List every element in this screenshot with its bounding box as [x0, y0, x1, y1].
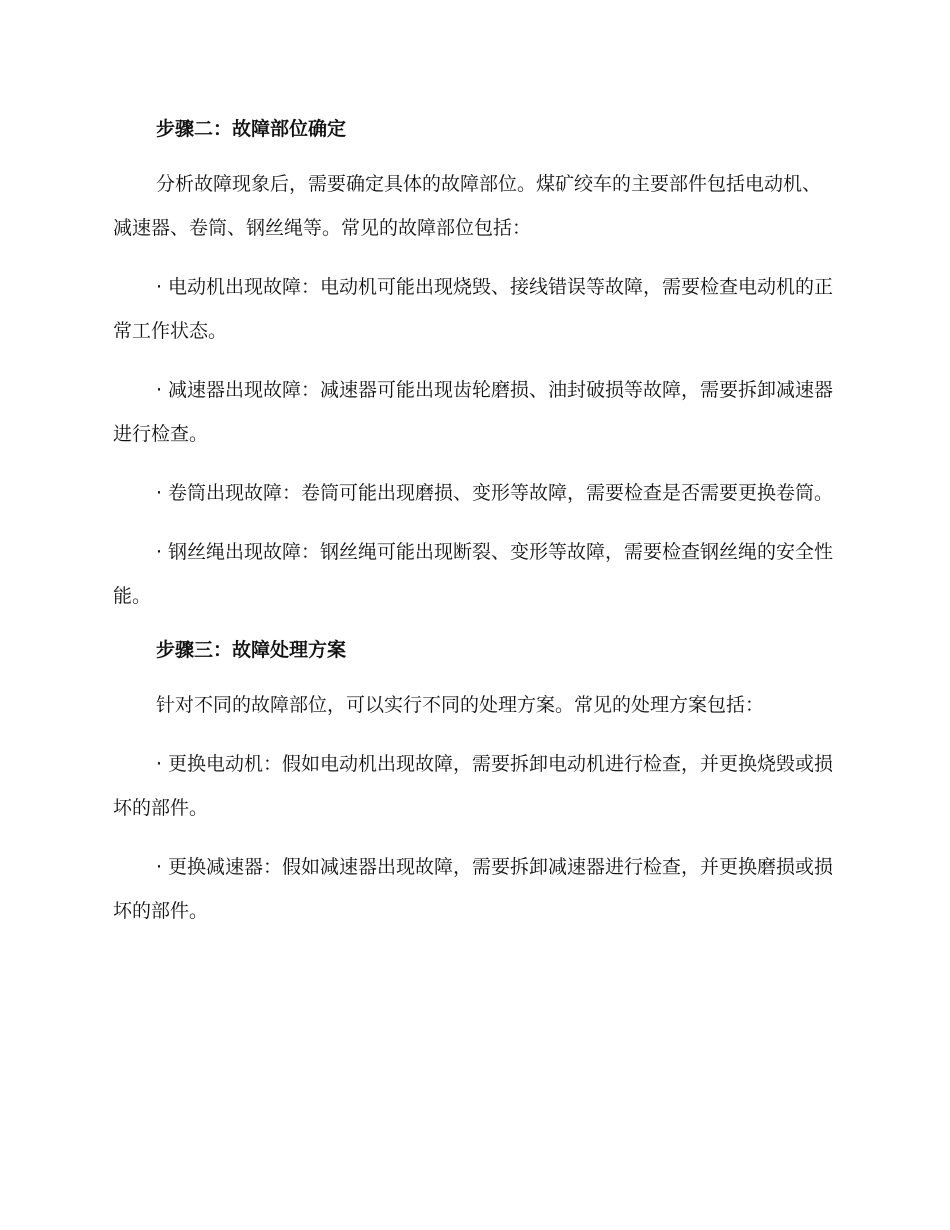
list-item	[113, 845, 833, 933]
bullet-marker: ·	[156, 856, 163, 878]
bullet-marker: ·	[156, 541, 163, 563]
section-heading-step-3: 步骤三：故障处理方案	[156, 639, 347, 661]
bullet-marker: ·	[156, 753, 163, 775]
list-item	[113, 265, 833, 353]
section-heading-step-2: 步骤二：故障部位确定	[156, 118, 347, 140]
document-page	[113, 112, 833, 948]
bullet-marker: ·	[156, 379, 163, 401]
list-item	[113, 530, 833, 618]
list-item-text: 减速器出现故障：减速器可能出现齿轮磨损、油封破损等故障，需要拆卸减速器进行检查。	[113, 379, 834, 445]
list-item	[113, 471, 833, 515]
list-item-text: 更换电动机：假如电动机出现故障，需要拆卸电动机进行检查，并更换烧毁或损坏的部件。	[113, 753, 834, 819]
list-item	[113, 368, 833, 456]
bullet-marker: ·	[156, 276, 163, 298]
bullet-marker: ·	[156, 482, 163, 504]
list-item-text: 电动机出现故障：电动机可能出现烧毁、接线错误等故障，需要检查电动机的正常工作状态。	[113, 276, 834, 342]
list-item-text: 卷筒出现故障：卷筒可能出现磨损、变形等故障，需要检查是否需要更换卷筒。	[168, 482, 834, 504]
section-intro-step-3: 针对不同的故障部位，可以实行不同的处理方案。常见的处理方案包括：	[156, 694, 765, 716]
list-item-text: 钢丝绳出现故障：钢丝绳可能出现断裂、变形等故障，需要检查钢丝绳的安全性能。	[113, 541, 834, 607]
list-item-text: 更换减速器：假如减速器出现故障，需要拆卸减速器进行检查，并更换磨损或损坏的部件。	[113, 856, 834, 922]
section-intro-step-2: 分析故障现象后，需要确定具体的故障部位。煤矿绞车的主要部件包括电动机、减速器、卷筒、钢丝绳等。常见的故障部位包括：	[113, 173, 822, 239]
list-item	[113, 742, 833, 830]
